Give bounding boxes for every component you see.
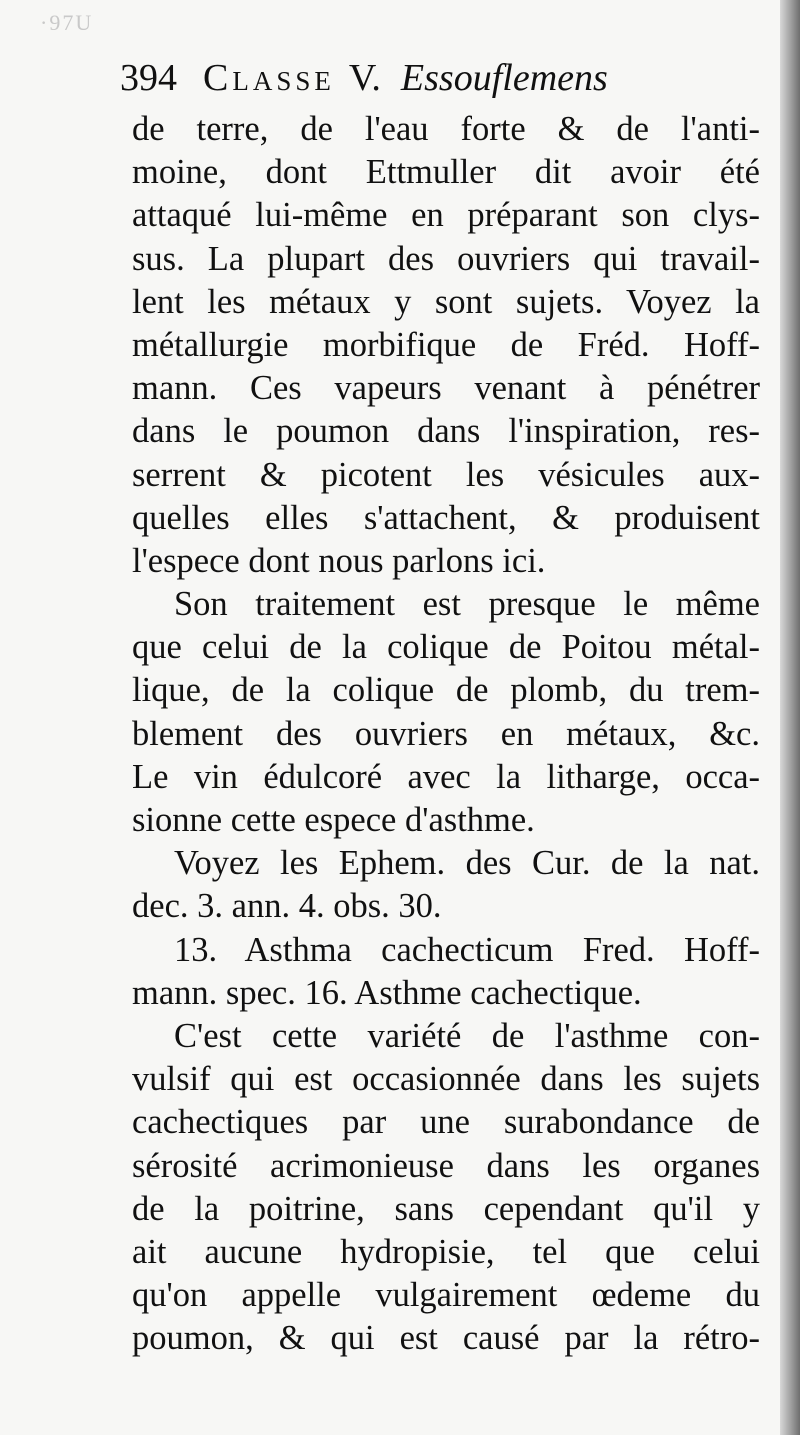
folio-mark: ·97U <box>40 10 94 35</box>
text-line: moine, dont Ettmuller dit avoir été <box>132 153 760 192</box>
page-gutter-shadow <box>780 0 800 1435</box>
text-line: sérosité acrimonieuse dans les organes <box>132 1146 760 1185</box>
running-header <box>120 50 760 106</box>
text-line: quelles elles s'attachent, & produisent <box>132 498 760 537</box>
text-line: poumon, & qui est causé par la rétro- <box>132 1319 760 1358</box>
text-line: de terre, de l'eau forte & de l'anti- <box>132 110 760 148</box>
text-line: blement des ouvriers en métaux, &c. <box>132 714 760 753</box>
text-line: Son traitement est presque le même <box>174 585 760 624</box>
text-line: dec. 3. ann. 4. obs. 30. <box>132 887 442 926</box>
text-line: vulsif qui est occasionnée dans les sujets <box>132 1060 760 1099</box>
text-line: serrent & picotent les vésicules aux- <box>132 455 760 494</box>
text-line: Voyez les Ephem. des Cur. de la nat. <box>174 844 760 883</box>
text-line: lique, de la colique de plomb, du trem- <box>132 671 760 710</box>
header-classe: Classe <box>203 57 335 99</box>
text-line: mann. spec. 16. Asthme cachectique. <box>132 973 642 1012</box>
text-line: attaqué lui-même en préparant son clys- <box>132 196 760 235</box>
text-line: métallurgie morbifique de Fréd. Hoff- <box>132 325 760 364</box>
text-line: Le vin édulcoré avec la litharge, occa- <box>132 757 760 796</box>
header-volume: V. <box>348 57 381 99</box>
text-line: lent les métaux y sont sujets. Voyez la <box>132 282 760 321</box>
text-line: qu'on appelle vulgairement œdeme du <box>132 1276 760 1315</box>
text-line: de la poitrine, sans cependant qu'il y <box>132 1189 760 1228</box>
text-line: cachectiques par une surabondance de <box>132 1103 760 1142</box>
text-line: sionne cette espece d'asthme. <box>132 801 535 839</box>
text-line: dans le poumon dans l'inspiration, res- <box>132 412 760 451</box>
page-number: 394 <box>120 57 177 99</box>
text-line: que celui de la colique de Poitou métal- <box>132 628 760 667</box>
body-text <box>132 108 760 1360</box>
text-line: mann. Ces vapeurs venant à pénétrer <box>132 369 760 408</box>
text-line: C'est cette variété de l'asthme con- <box>174 1016 760 1055</box>
text-line: ait aucune hydropisie, tel que celui <box>132 1232 760 1271</box>
text-line: l'espece dont nous parlons ici. <box>132 541 546 580</box>
text-line: 13. Asthma cachecticum Fred. Hoff- <box>174 930 760 969</box>
text-line: sus. La plupart des ouvriers qui travail- <box>132 239 760 278</box>
running-title: Essouflemens <box>400 57 608 99</box>
